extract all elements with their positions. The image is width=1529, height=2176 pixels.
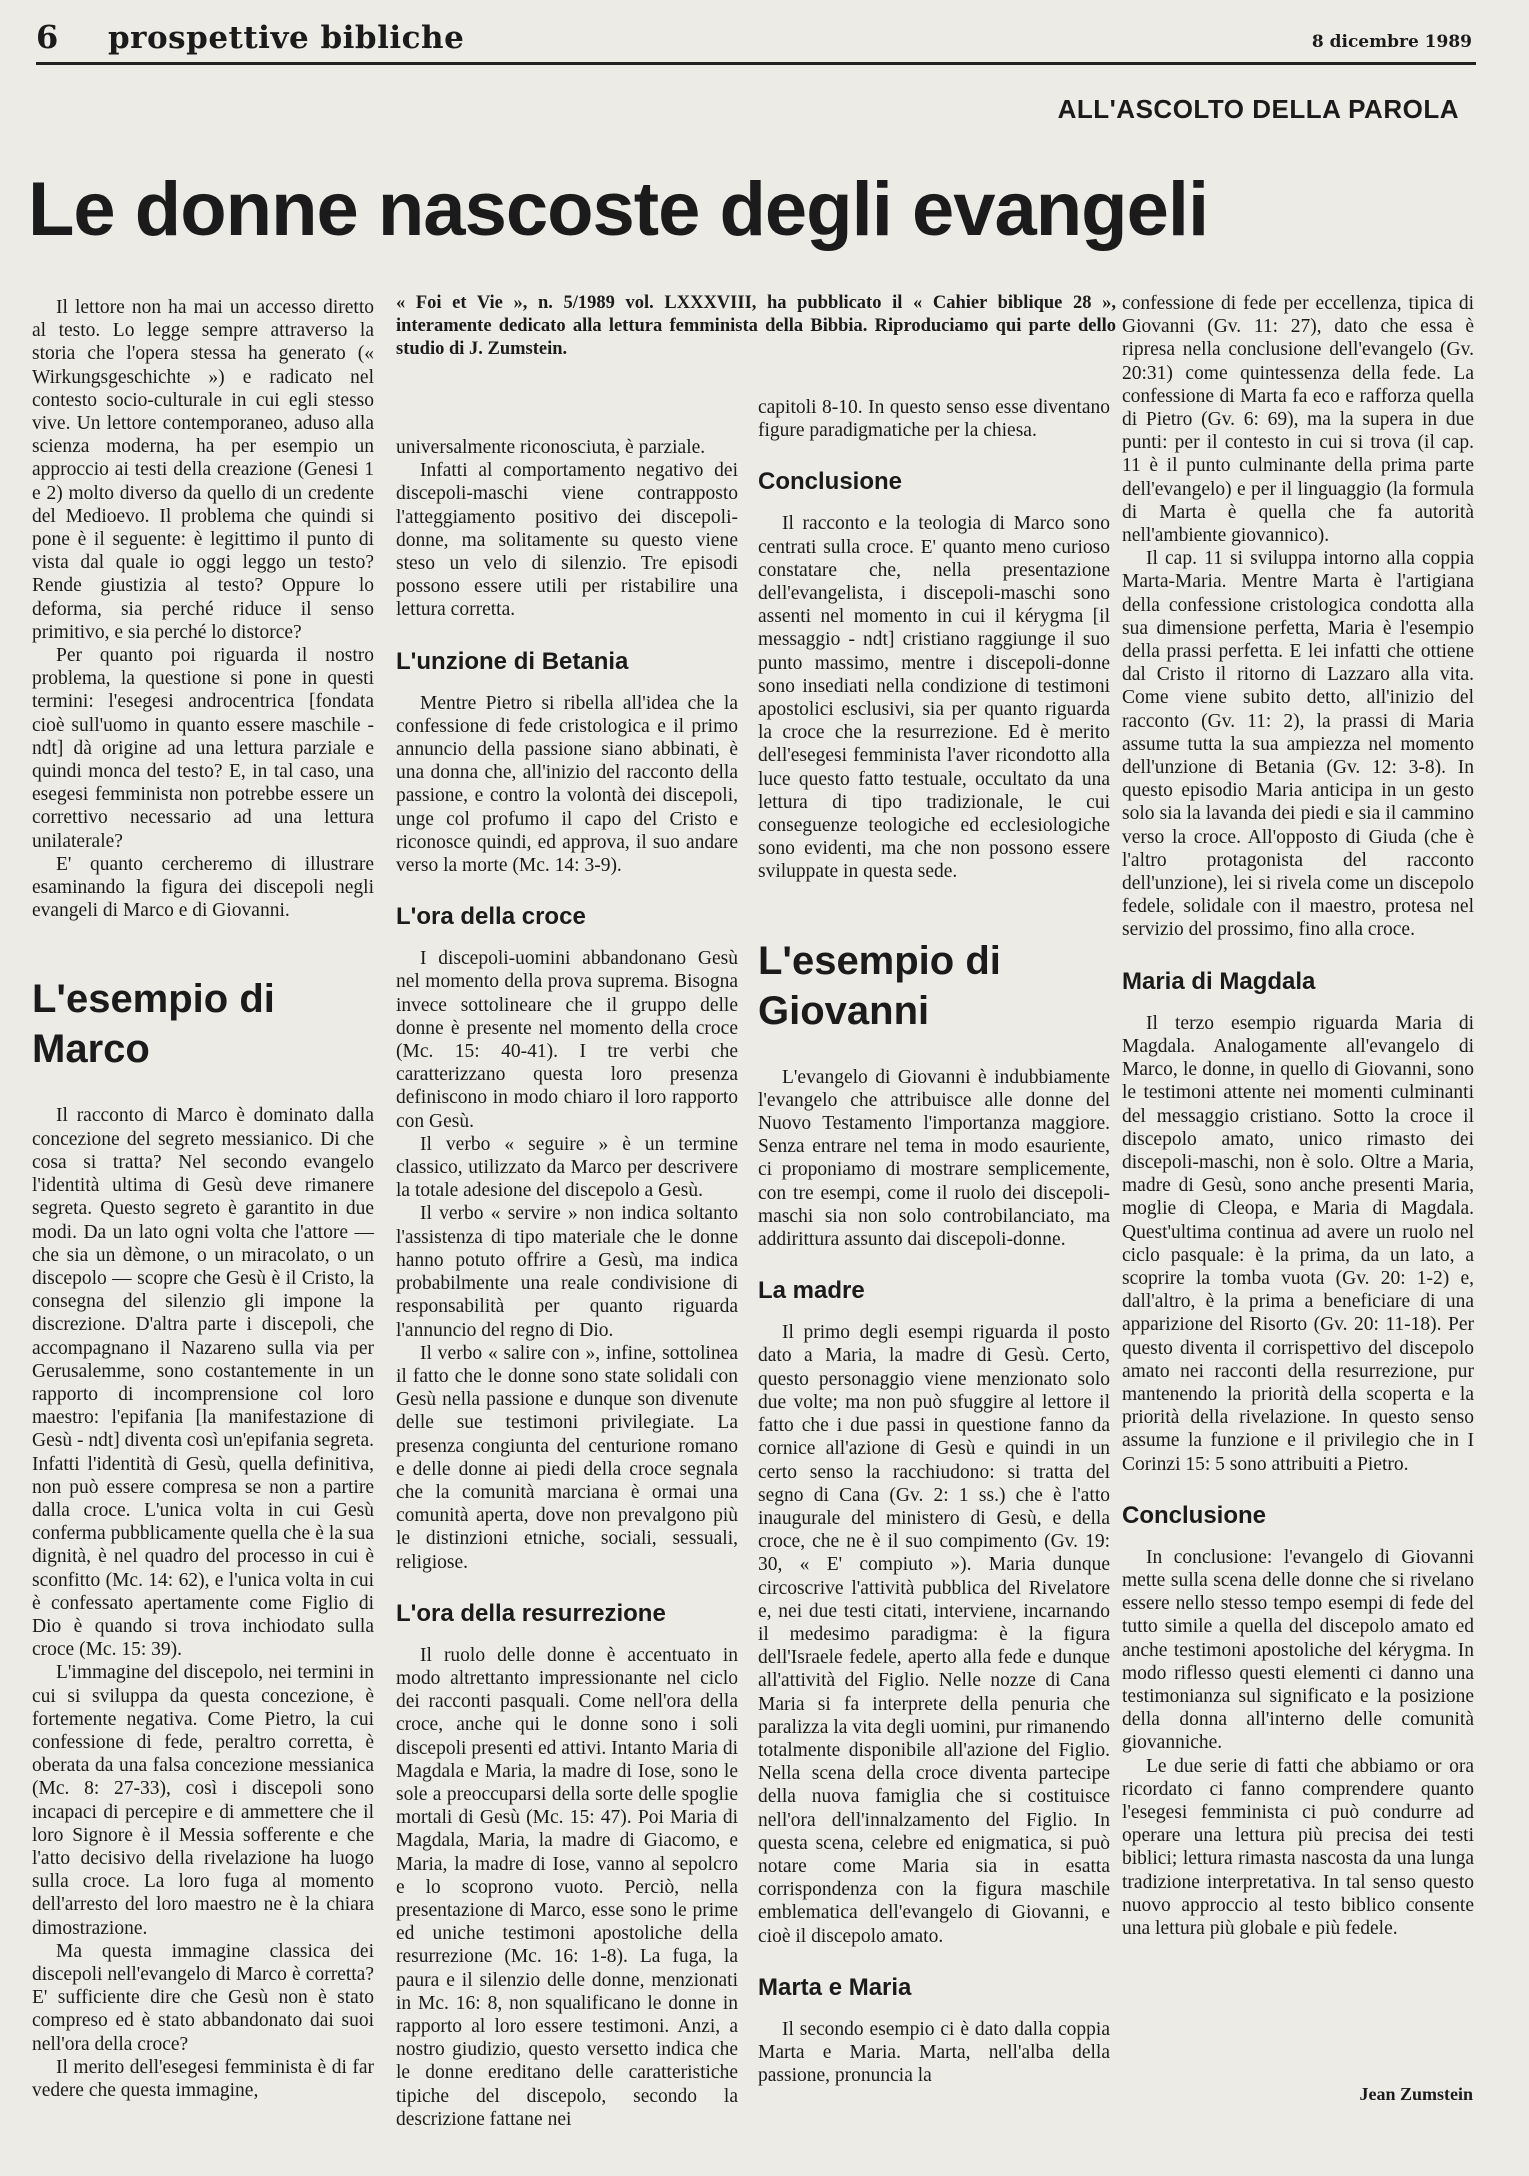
subheading-conclusione-giovanni: Conclusione [1122,1501,1267,1529]
paragraph: Il primo degli esempi riguarda il posto dato a Maria, la madre di Gesù. Certo, questo personaggio viene menzionato solo due volte; ma non può sfuggire al lettore il fatto che i due passi in questione fanno da cornice all'azione di Gesù e quindi in un certo senso la racchiudono: si tratta del segno di Cana (Gv. 2: 1 ss.) che è l'atto inaugurale del ministero di Gesù, e della croce, che ne è il suo compimento (Gv. 19: 30, « E' compiuto »). Maria dunque circoscrive l'attività pubblica del Rivelatore e, nei due testi citati, interviene, incarnando il medesimo paradigma: è la figura dell'Israele fedele, aperto alla fede e dunque all'attività del Figlio. Nelle nozze di Cana Maria si fa interprete della penuria che paralizza la vita degli uomini, pur rimanendo totalmente disponibile all'azione del Figlio. Nella scena della croce diventa partecipe della nuova famiglia che si costituisce nell'ora dell'innalzamento del Figlio. In questa scena, celebre ed enigmatica, si può notare come Maria sia in esatta corrispondenza con la figura maschile emblematica dell'evangelo di Giovanni, e cioè il discepolo amato. [758,1322,1110,1947]
paragraph: Il verbo « servire » non indica soltanto l'assistenza di tipo materiale che le donne hanno potuto offrire a Gesù, ma indica probabilmente una reale condivisione di responsabilità per quanto riguarda l'annuncio del regno di Dio. [396,1203,738,1341]
paragraph: Il verbo « salire con », infine, sottolinea il fatto che le donne sono state solidali con Gesù nella passione e dunque son divenute delle sue testimoni privilegiate. La presenza congiunta del centurione romano e delle donne ai piedi della croce segnala che la comunità marciana è ormai una comunità aperta, dove non prevalgono più le distinzioni etniche, sociali, sessuali, religiose. [396,1342,738,1573]
paragraph: Il secondo esempio ci è dato dalla coppia Marta e Maria. Marta, nell'alba della passione, pronuncia la [758,2018,1110,2087]
paragraph: Per quanto poi riguarda il nostro problema, la questione si pone in questi termini: l'esegesi androcentrica [fondata cioè sull'uomo in quanto essere maschile - ndt] dà origine ad una lettura parziale e quindi monca del testo? E, in tal caso, una esegesi femminista non potrebbe essere un correttivo necessario ad una lettura unilaterale? [32,645,374,852]
paragraph: I discepoli-uomini abbandonano Gesù nel momento della prova suprema. Bisogna invece sottolineare che il gruppo delle donne è presente nel momento della croce (Mc. 15: 40-41). I tre verbi che caratterizzano questa loro presenza definiscono in modo chiaro il loro rapporto con Gesù. [396,948,738,1132]
page-number: 6 [36,18,59,56]
paragraph: Il verbo « seguire » è un termine classico, utilizzato da Marco per descrivere la totale adesione del discepolo a Gesù. [396,1133,738,1202]
subheading-betania: L'unzione di Betania [396,647,629,675]
subheading-croce: L'ora della croce [396,903,586,931]
paragraph: Il lettore non ha mai un accesso diretto al testo. Lo legge sempre attraverso la storia che l'opera stessa ha generato (« Wirkungsgeschichte ») e radicato nel contesto socio-culturale in cui egli stesso vive. Un lettore contemporaneo, aduso alla scienza moderna, ha per esempio un approccio ai testi della creazione (Genesi 1 e 2) molto diverso da quello di un credente del Medioevo. Il problema che quindi si pone è il seguente: è legittimo il punto di vista dal quale io oggi leggo un testo? Rende giustizia al testo? Oppure lo deforma, sia perché riduce il senso primitivo, e sia perché lo distorce? [32,297,374,643]
author-signature: Jean Zumstein [1359,2084,1473,2104]
paragraph: universalmente riconosciuta, è parziale. [396,437,706,458]
paragraph: Le due serie di fatti che abbiamo or ora ricordato ci fanno comprendere quanto l'esegesi femminista ci può condurre ad operare una lettura più precisa dei testi biblici; lettura rimasta nascosta da una lunga tradizione interpretativa. In tal senso questo nuovo approccio al testo biblico consente una lettura più globale e più fedele. [1122,1755,1474,1939]
page-header [36,18,1486,64]
paragraph: Ma questa immagine classica dei discepoli nell'evangelo di Marco è corretta? E' sufficiente dire che Gesù non è stato compreso ed è stato abbandonato dai suoi nell'ora della croce? [32,1940,374,2055]
subheading-resurrezione: L'ora della resurrezione [396,1599,666,1627]
column-1 [32,296,374,2102]
column-3 [758,396,1110,2087]
paragraph: Il merito dell'esegesi femminista è di far vedere che questa immagine, [32,2056,374,2102]
subheading-madre: La madre [758,1277,865,1305]
header-rule [36,62,1476,65]
subheading-magdala: Maria di Magdala [1122,967,1316,995]
paragraph: capitoli 8-10. In questo senso esse diventano figure paradigmatiche per la chiesa. [758,397,1110,442]
section-heading-giovanni: L'esempio di Giovanni [758,938,1001,1033]
paragraph: Mentre Pietro si ribella all'idea che la confessione di fede cristologica e il primo annuncio della passione siano abbinati, è una donna che, all'inizio del racconto della passione, e contro la volontà dei discepoli, unge col profumo il capo del Cristo e riconosce quindi, ed approva, il suo andare verso la morte (Mc. 14: 3-9). [396,692,738,877]
section-heading-marco: L'esempio di Marco [32,977,275,1072]
article-intro: « Foi et Vie », n. 5/1989 vol. LXXXVIII, ha pubblicato il « Cahier biblique 28 », interamente dedicato alla lettura femminista della Bibbia. Riproduciamo qui parte dello studio di J. Zumstein. [396,293,1116,359]
paragraph: L'evangelo di Giovanni è indubbiamente l'evangelo che attribuisce alle donne del Nuovo Testamento l'importanza maggiore. Senza entrare nel tema in modo esauriente, ci proponiamo di mostrare semplicemente, con tre esempi, come il ruolo dei discepoli-maschi sia non solo controbilanciato, ma addirittura assunto dai discepoli-donne. [758,1066,1110,1251]
paragraph: L'immagine del discepolo, nei termini in cui si sviluppa da questa concezione, è fortemente negativa. Come Pietro, la cui confessione di fede, peraltro corretta, è oberata da una falsa concezione messianica (Mc. 8: 27-33), così i discepoli sono incapaci di percepire e di ammettere che il loro Signore è il Messia sofferente e che l'atto decisivo della rivelazione ha luogo sulla croce. La loro fuga al momento dell'arresto del loro maestro ne è la chiara dimostrazione. [32,1662,374,1939]
section-rubric: ALL'ASCOLTO DELLA PAROLA [1057,94,1459,124]
paragraph: In conclusione: l'evangelo di Giovanni mette sulla scena delle donne che si rivelano essere nello stesso tempo esempi di fede del tutto simile a quella del discepolo amato ed anche testimoni apostoliche del kérygma. In modo riflesso questi elementi ci danno una testimonianza sul significato e la posizione della donna all'interno delle comunità giovanniche. [1122,1546,1474,1754]
paragraph: Infatti al comportamento negativo dei discepoli-maschi viene contrapposto l'atteggiamento positivo dei discepoli-donne, ma solitamente su questo viene steso un velo di silenzio. Tre episodi possono essere utili per ristabilire una lettura corretta. [396,460,738,621]
paragraph: Il racconto e la teologia di Marco sono centrati sulla croce. E' quanto meno curioso constatare che, nella presentazione dell'evangelista, i discepoli-maschi sono assenti nel momento in cui il kérygma [il messaggio - ndt] cristiano raggiunge il suo punto massimo, mentre i discepoli-donne sono insediati nella condizione di testimoni apostolici esclusivi, sia per quanto riguarda la croce che la resurrezione. Ed è merito dell'esegesi femminista l'aver ricondotto alla luce questo fatto testuale, occultato da una lettura di tipo tradizionale, le cui conseguenze teologiche ed ecclesiologiche sono evidenti, ma che non possono essere sviluppate in questa sede. [758,513,1110,883]
paragraph: E' quanto cercheremo di illustrare esaminando la figura dei discepoli negli evangeli di Marco e di Giovanni. [32,853,374,922]
paragraph: Il ruolo delle donne è accentuato in modo altrettanto impressionante nel ciclo dei racconti pasquali. Come nell'ora della croce, anche qui le donne sono i soli discepoli presenti ed attivi. Intanto Maria di Magdala e Maria, la madre di Iose, sono le sole a preoccuparsi della sorte delle spoglie mortali di Gesù (Mc. 15: 47). Poi Maria di Magdala, Maria, la madre di Giacomo, e Maria, la madre di Iose, vanno al sepolcro e lo scoprono vuoto. Perciò, nella presentazione di Marco, esse sono le prime ed uniche testimoni apostoliche della resurrezione (Mc. 16: 1-8). La fuga, la paura e il silenzio delle donne, menzionati in Mc. 16: 8, non squalificano le donne in rapporto al loro essere testimoni. Anzi, a nostro giudizio, questo versetto indica che le donne ereditano delle caratteristiche tipiche del discepolo, secondo la descrizione fattane nei [396,1644,738,2130]
paragraph: Il racconto di Marco è dominato dalla concezione del segreto messianico. Di che cosa si tratta? Nel secondo evangelo l'identità ultima di Gesù deve rimanere segreta. Questo segreto è garantito in due modi. Da un lato ogni volta che l'attore — che sia un dèmone, o un miracolato, o un discepolo — scopre che Gesù è il Cristo, la consegna del silenzio gli impone la discrezione. D'altra parte i discepoli, che accompagnano il Nazareno sulla via per Gerusalemme, sono costantemente in un rapporto di incomprensione col loro maestro: l'epifania [la manifestazione di Gesù - ndt] diventa così un'epifania segreta. Infatti l'identità di Gesù, quella definitiva, non può essere compresa se non a partire dalla croce. L'unica volta in cui Gesù conferma pubblicamente quella che è la sua dignità, è nel quadro del processo in cui è sconfitto (Mc. 14: 62), e l'unica volta in cui è confessato apertamente come Figlio di Dio è quando si trova inchiodato sulla croce (Mc. 15: 39). [32,1105,374,1661]
publication-title: prospettive bibliche [108,20,465,56]
paragraph: Il cap. 11 si sviluppa intorno alla coppia Marta-Maria. Mentre Marta è l'artigiana della confessione cristologica condotta alla sua dimensione perfetta, Maria è l'esempio della prassi perfetta. E lei infatti che ottiene dal Cristo il ritorno di Lazzaro alla vita. Come viene subito detto, all'inizio del racconto (Gv. 11: 2), la prassi di Maria assume tutta la sua ampiezza nel momento dell'unzione di Betania (Gv. 12: 3-8). In questo episodio Maria anticipa in un gesto solo sia la lavanda dei piedi e sia il cammino verso la croce. All'opposto di Giuda (che è l'altro protagonista del racconto dell'unzione), lei si rivela come un discepolo fedele, solidale con il maestro, protesa nel servizio del prossimo, fino alla croce. [1122,548,1474,941]
article-headline: Le donne nascoste degli evangeli [28,167,1209,252]
subheading-marta-maria: Marta e Maria [758,1973,912,2001]
issue-date: 8 dicembre 1989 [1311,32,1472,52]
column-2 [396,436,738,2131]
paragraph: Il terzo esempio riguarda Maria di Magdala. Analogamente all'evangelo di Marco, le donne, in quello di Giovanni, sono le testimoni attente nei momenti culminanti del messaggio cristiano. Sotto la croce il discepolo amato, unico rimasto dei discepoli-maschi, non è solo. Oltre a Maria, madre di Gesù, sono anche presenti Maria, moglie di Cleopa, e Maria di Magdala. Quest'ultima continua ad avere un ruolo nel ciclo pasquale: è la prima, da un lato, a scoprire la tomba vuota (Gv. 20: 1-2) e, dall'altro, è la prima a beneficiare di una apparizione del Risorto (Gv. 20: 11-18). Per questo diventa il corrispettivo del discepolo amato nei racconti della resurrezione, pur mantenendo la priorità della scoperta e la priorità della rivelazione. In questo senso assume la funzione e il privilegio che in I Corinzi 15: 5 sono attribuiti a Pietro. [1122,1012,1474,1475]
subheading-conclusione-marco: Conclusione [758,468,903,496]
paragraph: confessione di fede per eccellenza, tipica di Giovanni (Gv. 11: 27), dato che essa è ripresa nella conclusione dell'evangelo (Gv. 20:31) come quintessenza della fede. La confessione di Marta fa eco e rafforza quella di Pietro (Gv. 6: 69), ma la supera in due punti: per il contesto in cui si trova (il cap. 11 è il punto culminante della prima parte dell'evangelo) e per il linguaggio (la formula di Marta è quella che fa autorità nell'ambiente giovannico). [1122,293,1474,547]
column-4 [1122,292,1474,1940]
